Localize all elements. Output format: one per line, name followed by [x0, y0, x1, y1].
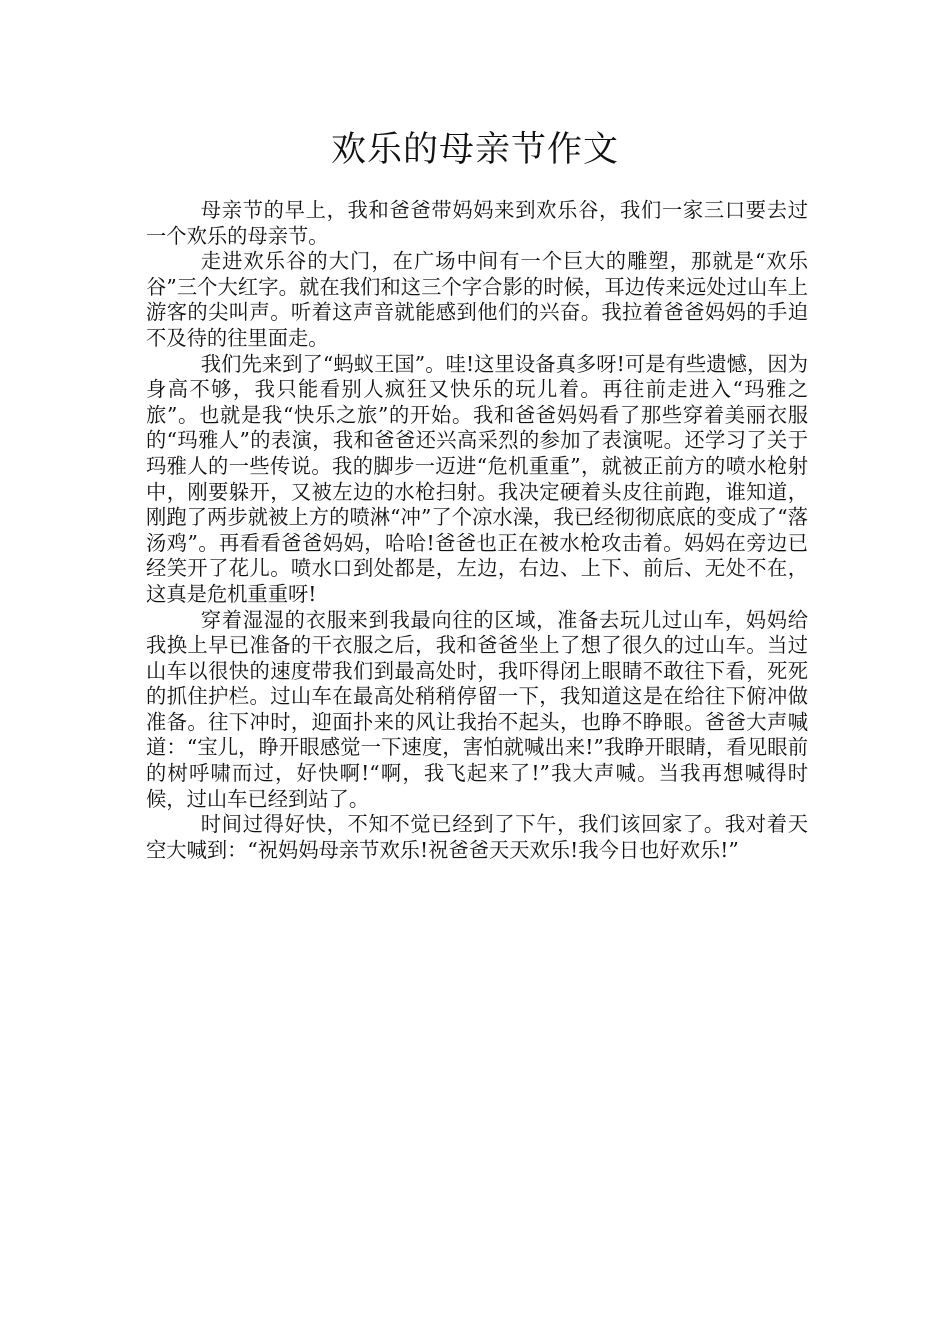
paragraph-3: 我们先来到了“蚂蚁王国”。哇!这里设备真多呀!可是有些遗憾，因为身高不够，我只能看别人疯狂又快乐的玩儿着。再往前走进入“玛雅之旅”。也就是我“快乐之旅”的开始。我和爸爸妈妈看了那些穿着美丽衣服的“玛雅人”的表演，我和爸爸还兴高采烈的参加了表演呢。还学习了关于玛雅人的一些传说。我的脚步一迈进“危机重重”，就被正前方的喷水枪射中，刚要躲开，又被左边的水枪扫射。我决定硬着头皮往前跑，谁知道，刚跑了两步就被上方的喷淋“冲”了个凉水澡，我已经彻彻底底的变成了“落汤鸡”。再看看爸爸妈妈，哈哈!爸爸也正在被水枪攻击着。妈妈在旁边已经笑开了花儿。喷水口到处都是，左边，右边、上下、前后、无处不在，这真是危机重重呀!	[146, 351, 808, 606]
paragraph-1: 母亲节的早上，我和爸爸带妈妈来到欢乐谷，我们一家三口要去过一个欢乐的母亲节。	[146, 198, 808, 248]
paragraph-5: 时间过得好快，不知不觉已经到了下午，我们该回家了。我对着天空大喊到：“祝妈妈母亲节欢乐!祝爸爸天天欢乐!我今日也好欢乐!”	[146, 812, 808, 862]
document-title: 欢乐的母亲节作文	[330, 130, 619, 170]
paragraph-4: 穿着湿湿的衣服来到我最向往的区域，准备去玩儿过山车，妈妈给我换上早已准备的干衣服之后，我和爸爸坐上了想了很久的过山车。当过山车以很快的速度带我们到最高处时，我吓得闭上眼睛不敢往下看，死死的抓住护栏。过山车在最高处稍稍停留一下，我知道这是在给往下俯冲做准备。往下冲时，迎面扑来的风让我抬不起头，也睁不睁眼。爸爸大声喊道：“宝儿，睁开眼感觉一下速度，害怕就喊出来!”我睁开眼睛，看见眼前的树呼啸而过，好快啊!“啊，我飞起来了!”我大声喊。当我再想喊得时候，过山车已经到站了。	[146, 607, 808, 811]
paragraph-2: 走进欢乐谷的大门，在广场中间有一个巨大的雕塑，那就是“欢乐谷”三个大红字。就在我们和这三个字合影的时候，耳边传来远处过山车上游客的尖叫声。听着这声音就能感到他们的兴奋。我拉着爸爸妈妈的手迫不及待的往里面走。	[146, 249, 808, 350]
document-body	[146, 198, 808, 863]
